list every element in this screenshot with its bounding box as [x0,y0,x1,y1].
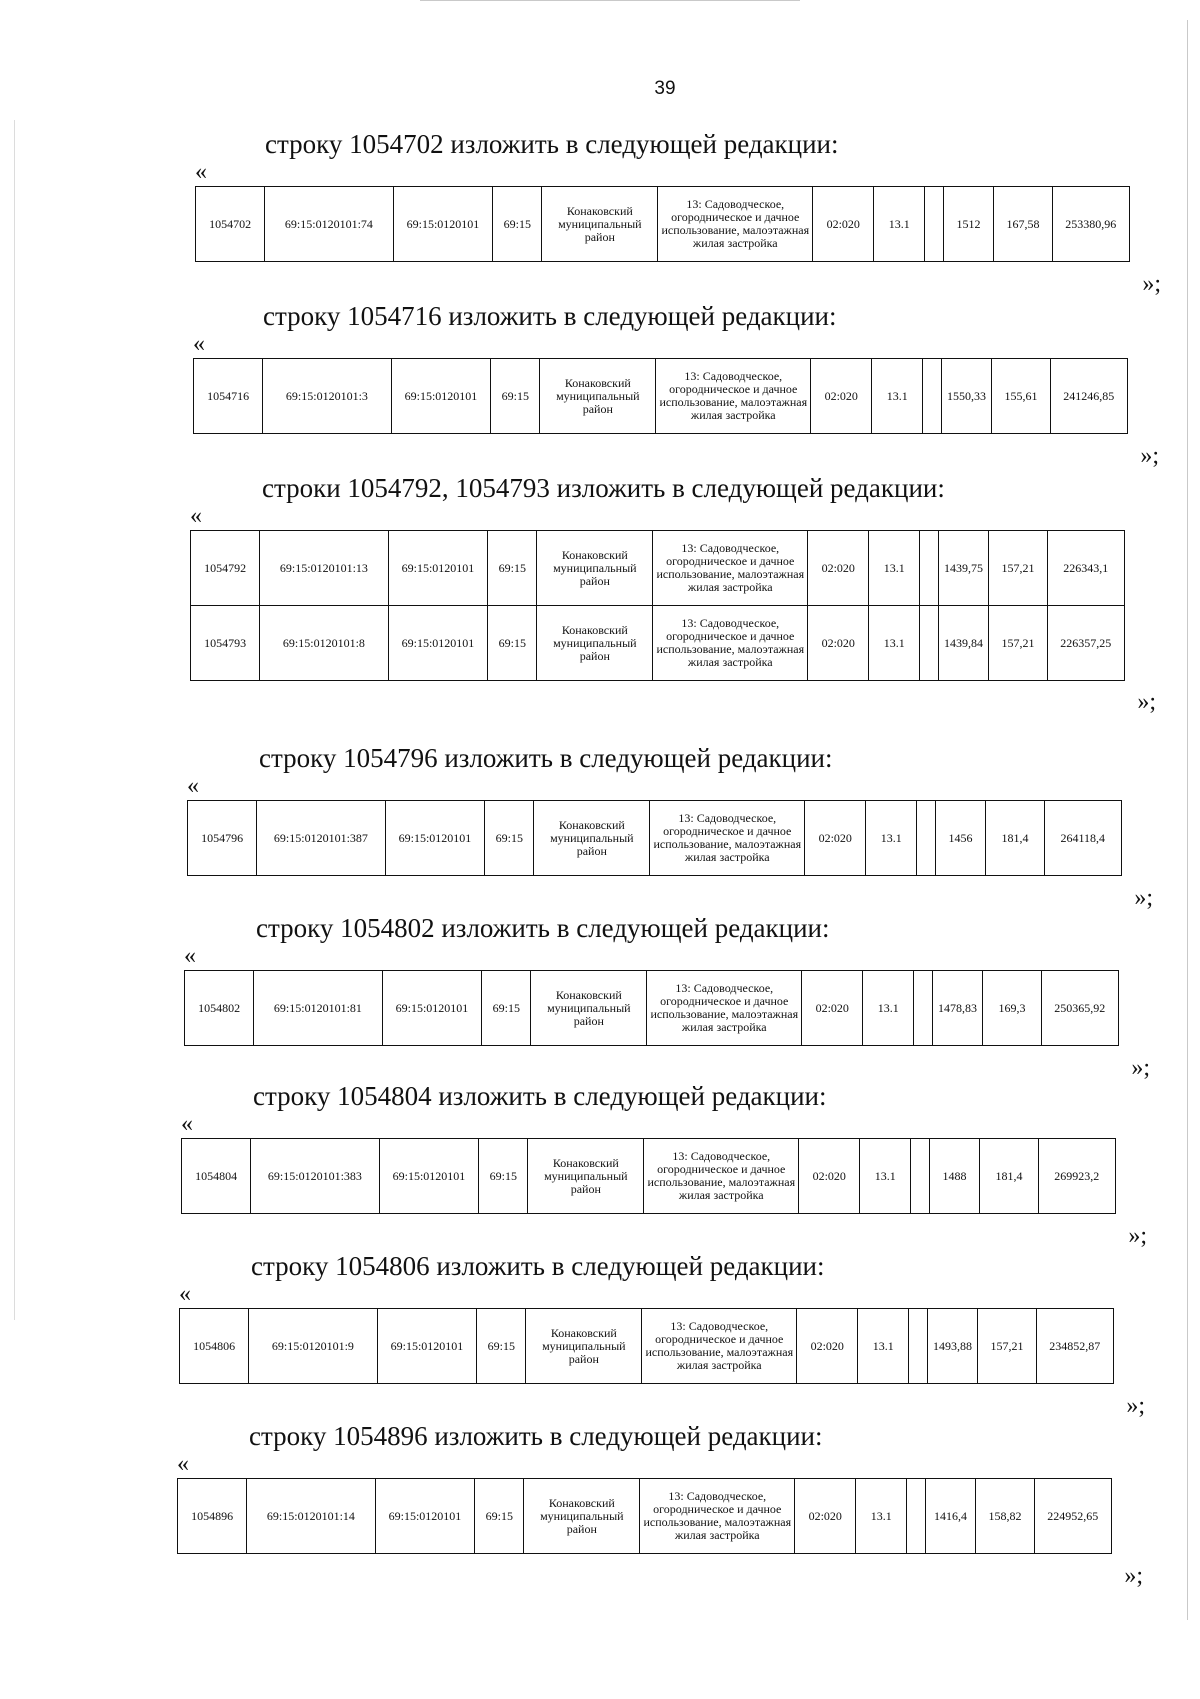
zone-code: 02:020 [813,187,874,262]
table-row [185,971,1119,1046]
land-use-group: 13: Садоводческое, огородническое и дачное использование, малоэтажная жилая застройка [642,1309,797,1384]
municipality: Конаковский муниципальный район [526,1309,642,1384]
cadastral-value: 253380,96 [1052,187,1129,262]
empty-cell [914,971,932,1046]
cadastral-quarter: 69:15:0120101 [393,187,493,262]
zone-code: 02:020 [797,1309,858,1384]
row-number: 1054806 [180,1309,249,1384]
amendment-heading: строку 1054802 изложить в следующей редакции: [256,913,830,943]
amendment-table [187,800,1122,876]
open-quote: « [193,331,205,357]
cadastral-quarter: 69:15:0120101 [388,606,488,681]
cadastral-quarter: 69:15:0120101 [382,971,482,1046]
unit-value: 155,61 [992,359,1050,434]
cadastral-value: 250365,92 [1041,971,1118,1046]
area-value: 1478,83 [932,971,983,1046]
segment-code: 13.1 [860,1139,911,1214]
amendment-heading: строку 1054716 изложить в следующей редакции: [263,301,837,331]
empty-cell [917,801,935,876]
row-number: 1054896 [178,1479,247,1554]
cadastral-quarter: 69:15:0120101 [385,801,485,876]
close-quote: »; [1128,1223,1147,1249]
segment-code: 13.1 [866,801,917,876]
land-use-group: 13: Садоводческое, огородническое и дачное использование, малоэтажная жилая застройка [653,606,808,681]
cadastral-number: 69:15:0120101:81 [254,971,382,1046]
cadastral-quarter: 69:15:0120101 [377,1309,477,1384]
amendment-table [179,1308,1114,1384]
area-value: 1456 [935,801,986,876]
zone-code: 02:020 [805,801,866,876]
area-value: 1493,88 [927,1309,978,1384]
cadastral-value: 234852,87 [1036,1309,1113,1384]
municipality: Конаковский муниципальный район [531,971,647,1046]
open-quote: « [195,159,207,185]
row-number: 1054702 [196,187,265,262]
cadastral-value: 241246,85 [1050,359,1127,434]
unit-value: 181,4 [980,1139,1038,1214]
zone-code: 02:020 [808,606,869,681]
page-number: 39 [654,78,676,99]
amendment-table [177,1478,1112,1554]
empty-cell [911,1139,929,1214]
amendment-table [184,970,1119,1046]
area-value: 1439,84 [938,606,989,681]
cadastral-number: 69:15:0120101:3 [263,359,391,434]
row-number: 1054792 [191,531,260,606]
cadastral-value: 224952,65 [1034,1479,1111,1554]
amendment-heading: строки 1054792, 1054793 изложить в следующей редакции: [262,473,945,503]
segment-code: 13.1 [869,606,920,681]
land-use-group: 13: Садоводческое, огородническое и дачное использование, малоэтажная жилая застройка [656,359,811,434]
district-code: 69:15 [488,606,537,681]
cadastral-number: 69:15:0120101:74 [265,187,393,262]
segment-code: 13.1 [869,531,920,606]
municipality: Конаковский муниципальный район [534,801,650,876]
area-value: 1488 [929,1139,980,1214]
table-row [188,801,1122,876]
land-use-group: 13: Садоводческое, огородническое и дачное использование, малоэтажная жилая застройка [653,531,808,606]
open-quote: « [181,1111,193,1137]
open-quote: « [179,1281,191,1307]
scan-edge-top [420,0,800,1]
row-number: 1054802 [185,971,254,1046]
empty-cell [925,187,943,262]
segment-code: 13.1 [858,1309,909,1384]
open-quote: « [177,1451,189,1477]
land-use-group: 13: Садоводческое, огородническое и дачное использование, малоэтажная жилая застройка [647,971,802,1046]
cadastral-value: 269923,2 [1038,1139,1115,1214]
unit-value: 169,3 [983,971,1041,1046]
row-number: 1054804 [182,1139,251,1214]
area-value: 1439,75 [938,531,989,606]
unit-value: 167,58 [994,187,1052,262]
amendment-table [181,1138,1116,1214]
row-number: 1054796 [188,801,257,876]
cadastral-number: 69:15:0120101:383 [251,1139,379,1214]
close-quote: »; [1137,689,1156,715]
cadastral-quarter: 69:15:0120101 [388,531,488,606]
zone-code: 02:020 [799,1139,860,1214]
municipality: Конаковский муниципальный район [528,1139,644,1214]
amendment-heading: строку 1054804 изложить в следующей редакции: [253,1081,827,1111]
cadastral-quarter: 69:15:0120101 [375,1479,475,1554]
empty-cell [920,531,938,606]
municipality: Конаковский муниципальный район [537,606,653,681]
land-use-group: 13: Садоводческое, огородническое и дачное использование, малоэтажная жилая застройка [640,1479,795,1554]
cadastral-number: 69:15:0120101:14 [247,1479,375,1554]
amendment-heading: строку 1054806 изложить в следующей редакции: [251,1251,825,1281]
amendment-heading: строку 1054702 изложить в следующей редакции: [265,129,839,159]
table-row [196,187,1130,262]
open-quote: « [190,503,202,529]
close-quote: »; [1124,1563,1143,1589]
cadastral-number: 69:15:0120101:8 [260,606,388,681]
empty-cell [920,606,938,681]
unit-value: 157,21 [978,1309,1036,1384]
amendment-table [190,530,1125,681]
table-row [182,1139,1116,1214]
close-quote: »; [1140,443,1159,469]
amendment-heading: строку 1054896 изложить в следующей редакции: [249,1421,823,1451]
zone-code: 02:020 [811,359,872,434]
land-use-group: 13: Садоводческое, огородническое и дачное использование, малоэтажная жилая застройка [658,187,813,262]
empty-cell [907,1479,925,1554]
segment-code: 13.1 [872,359,923,434]
district-code: 69:15 [475,1479,524,1554]
cadastral-value: 226343,1 [1047,531,1124,606]
cadastral-value: 264118,4 [1044,801,1121,876]
district-code: 69:15 [485,801,534,876]
amendment-table [195,186,1130,262]
open-quote: « [187,773,199,799]
close-quote: »; [1131,1055,1150,1081]
area-value: 1550,33 [941,359,992,434]
area-value: 1512 [943,187,994,262]
close-quote: »; [1126,1393,1145,1419]
cadastral-number: 69:15:0120101:9 [249,1309,377,1384]
zone-code: 02:020 [808,531,869,606]
district-code: 69:15 [488,531,537,606]
unit-value: 158,82 [976,1479,1034,1554]
land-use-group: 13: Садоводческое, огородническое и дачное использование, малоэтажная жилая застройка [644,1139,799,1214]
unit-value: 181,4 [986,801,1044,876]
table-row [178,1479,1112,1554]
close-quote: »; [1142,271,1161,297]
district-code: 69:15 [493,187,542,262]
segment-code: 13.1 [874,187,925,262]
municipality: Конаковский муниципальный район [537,531,653,606]
area-value: 1416,4 [925,1479,976,1554]
unit-value: 157,21 [989,531,1047,606]
land-use-group: 13: Садоводческое, огородническое и дачное использование, малоэтажная жилая застройка [650,801,805,876]
amendment-heading: строку 1054796 изложить в следующей редакции: [259,743,833,773]
zone-code: 02:020 [795,1479,856,1554]
cadastral-quarter: 69:15:0120101 [391,359,491,434]
segment-code: 13.1 [863,971,914,1046]
open-quote: « [184,943,196,969]
row-number: 1054793 [191,606,260,681]
district-code: 69:15 [491,359,540,434]
segment-code: 13.1 [856,1479,907,1554]
municipality: Конаковский муниципальный район [524,1479,640,1554]
municipality: Конаковский муниципальный район [542,187,658,262]
scan-edge-left [14,120,15,1320]
cadastral-value: 226357,25 [1047,606,1124,681]
zone-code: 02:020 [802,971,863,1046]
amendment-table [193,358,1128,434]
district-code: 69:15 [482,971,531,1046]
unit-value: 157,21 [989,606,1047,681]
cadastral-quarter: 69:15:0120101 [379,1139,479,1214]
table-row [194,359,1128,434]
table-row [191,531,1125,606]
district-code: 69:15 [479,1139,528,1214]
cadastral-number: 69:15:0120101:387 [257,801,385,876]
district-code: 69:15 [477,1309,526,1384]
empty-cell [909,1309,927,1384]
close-quote: »; [1134,885,1153,911]
scan-edge-right [1187,20,1188,1620]
table-row [180,1309,1114,1384]
cadastral-number: 69:15:0120101:13 [260,531,388,606]
municipality: Конаковский муниципальный район [540,359,656,434]
row-number: 1054716 [194,359,263,434]
table-row [191,606,1125,681]
empty-cell [923,359,941,434]
